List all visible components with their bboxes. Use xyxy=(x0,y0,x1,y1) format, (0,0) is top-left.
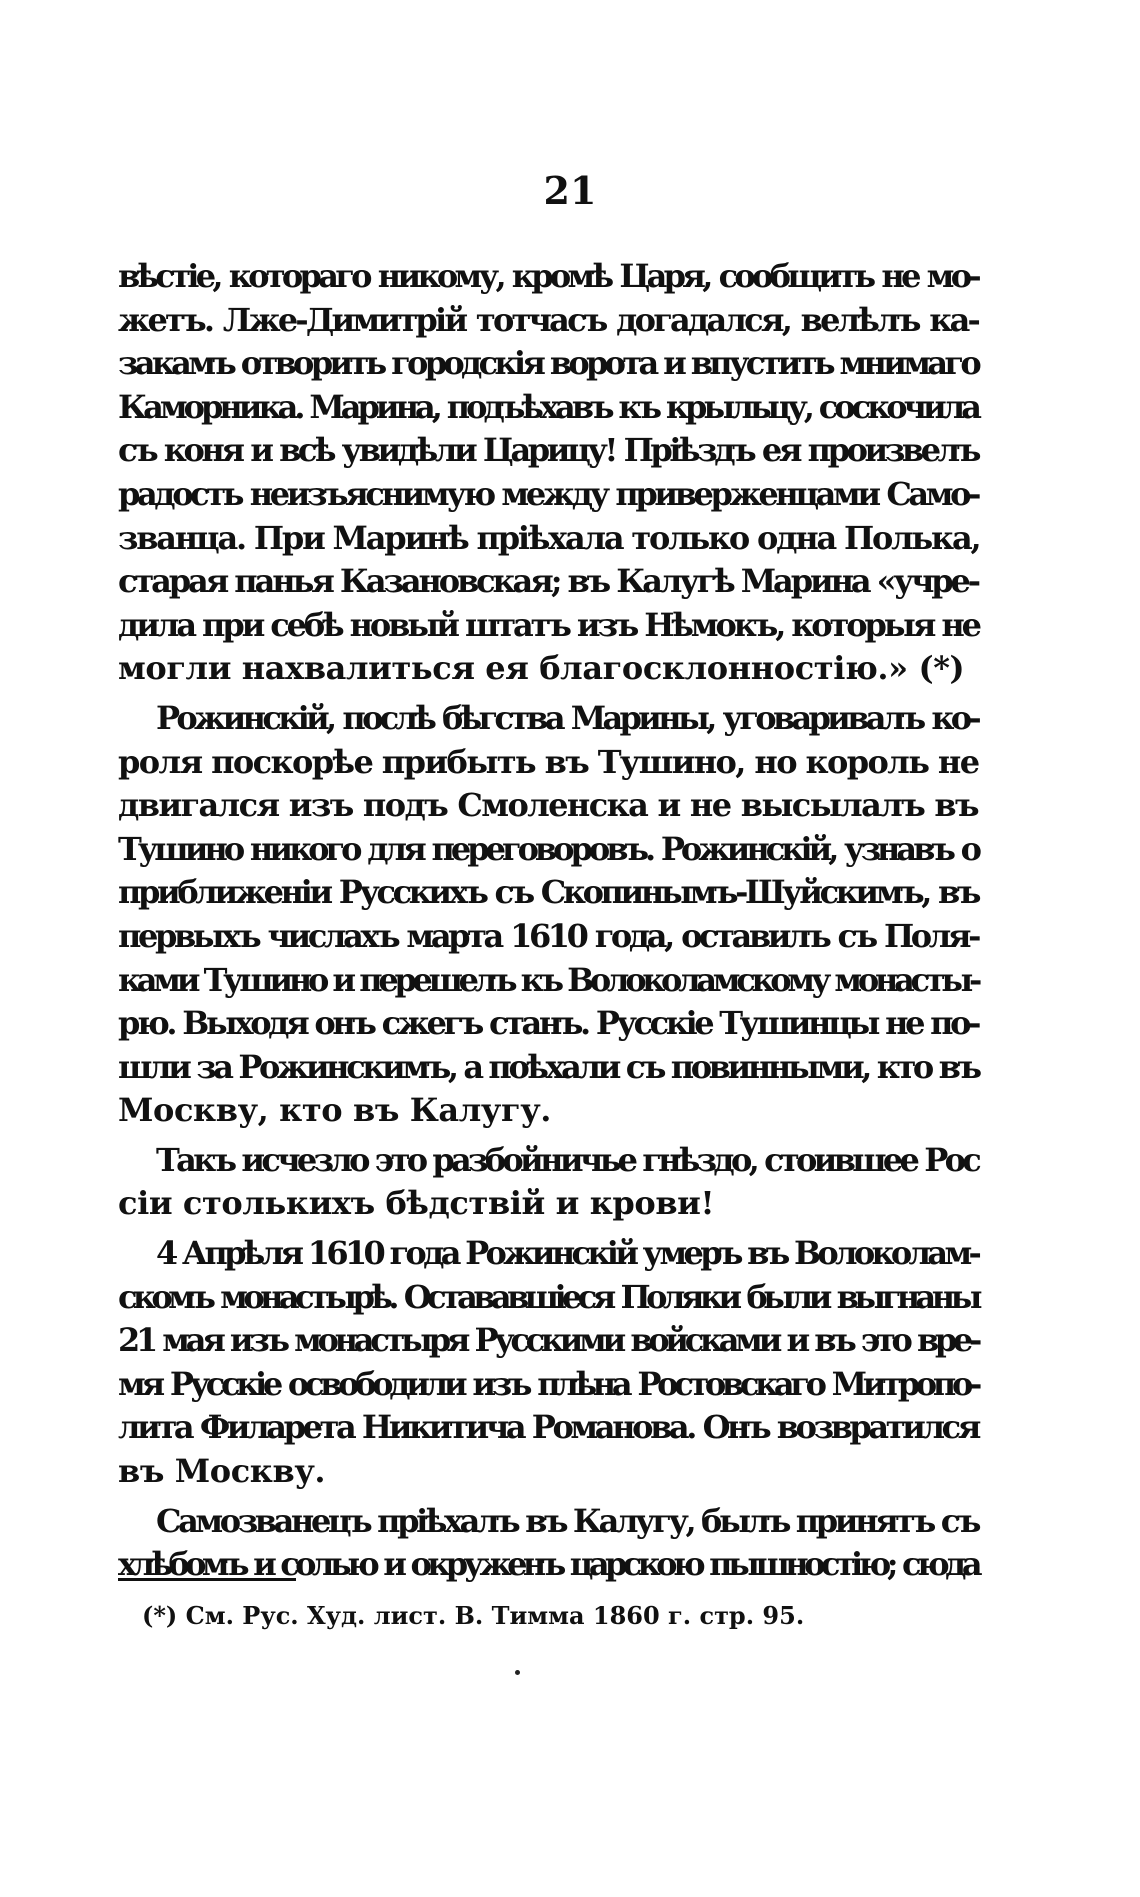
text-line: Рожинскій, послѣ бѣгства Марины, уговаривалъ ко- xyxy=(156,698,978,737)
text-line: Каморника. Марина, подъѣхавъ къ крыльцу, соскочила xyxy=(118,387,978,426)
text-line: радость неизъяснимую между приверженцами Само- xyxy=(118,474,978,513)
text-line: съ коня и всѣ увидѣли Царицу! Пріѣздъ ея произвелъ xyxy=(118,431,978,470)
footnote-divider xyxy=(118,1578,296,1581)
text-line: старая панья Казановская; въ Калугѣ Марина «учре- xyxy=(118,562,978,601)
body-text xyxy=(118,255,978,1587)
text-line: Самозванецъ пріѣхалъ въ Калугу, былъ принятъ съ xyxy=(156,1501,978,1540)
text-line: могли нахвалиться ея благосклонностію.» (*) xyxy=(118,649,965,688)
paragraph-1 xyxy=(118,255,978,691)
text-line: 21 мая изъ монастыря Русскими войсками и въ это вре- xyxy=(118,1321,978,1360)
print-speck xyxy=(515,1670,520,1675)
text-line: рю. Выходя онъ сжегъ станъ. Русскіе Тушинцы не по- xyxy=(118,1004,978,1043)
text-line: въ Москву. xyxy=(118,1452,326,1491)
text-line: дила при себѣ новый штатъ изъ Нѣмокъ, которыя не xyxy=(118,605,979,644)
paragraph-2 xyxy=(118,697,978,1133)
text-line: ками Тушино и перешелъ къ Волоколамскому монасты- xyxy=(118,960,978,999)
text-line: приближеніи Русскихъ съ Скопинымъ-Шуйскимъ, въ xyxy=(118,873,978,912)
text-line: сіи столькихъ бѣдствій и крови! xyxy=(118,1184,715,1223)
text-line: шли за Рожинскимъ, а поѣхали съ повинными, кто въ xyxy=(118,1047,979,1086)
text-line: 4 Апрѣля 1610 года Рожинскій умеръ въ Волоколам- xyxy=(156,1234,979,1273)
text-line: вѣстіе, котораго никому, кромѣ Царя, сообщить не мо- xyxy=(118,257,978,295)
footnote: (*) См. Рус. Худ. лист. В. Тимма 1860 г. стр. 95. xyxy=(142,1601,805,1630)
text-line: мя Русскіе освободили изъ плѣна Ростовскаго Митропо- xyxy=(118,1364,978,1403)
text-line: закамъ отворить городскія ворота и впустить мнимаго xyxy=(118,344,978,383)
text-line: двигался изъ подъ Смоленска и не высылалъ въ xyxy=(118,786,978,825)
paragraph-3 xyxy=(118,1139,978,1226)
text-line: Тушино никого для переговоровъ. Рожинскій, узнавъ о xyxy=(118,829,978,868)
text-line: Москву, кто въ Калугу. xyxy=(118,1091,552,1130)
text-line: Такъ исчезло это разбойничье гнѣздо, стоившее Рос xyxy=(156,1140,978,1179)
text-line: лита Филарета Никитича Романова. Онъ возвратился xyxy=(118,1408,978,1447)
text-line: роля поскорѣе прибыть въ Тушино, но король не xyxy=(118,742,979,781)
text-line: скомъ монастырѣ. Остававшіеся Поляки были выгнаны xyxy=(118,1277,978,1316)
page-number: 21 xyxy=(543,168,597,213)
text-line: хлѣбомъ и солью и окруженъ царскою пышностію; сюда xyxy=(118,1545,978,1584)
text-line: жетъ. Лже-Димитрій тотчасъ догадался, велѣлъ ка- xyxy=(118,300,978,339)
paragraph-5 xyxy=(118,1500,978,1587)
text-line: званца. При Маринѣ пріѣхала только одна Полька, xyxy=(118,518,980,557)
text-line: первыхъ числахъ марта 1610 года, оставилъ съ Поля- xyxy=(118,916,978,955)
paragraph-4 xyxy=(118,1232,978,1494)
